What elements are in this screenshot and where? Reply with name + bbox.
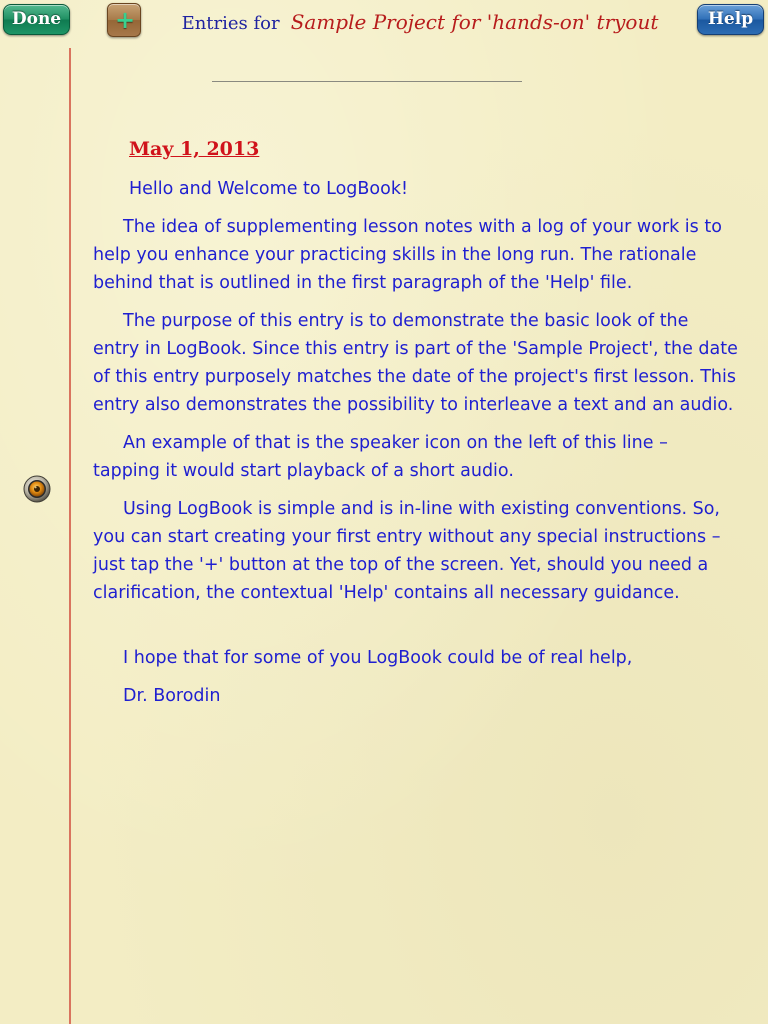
entry-body[interactable]: [93, 175, 738, 720]
header-divider: [212, 81, 522, 82]
plus-icon: +: [115, 6, 136, 34]
page-title: [150, 10, 690, 34]
add-entry-button[interactable]: [107, 3, 141, 37]
entry-date: May 1, 2013: [129, 138, 260, 160]
entry-paragraph: The purpose of this entry is to demonstrate the basic look of the entry in LogBook. Since this entry is part of the 'Sample Project', the date of this entry purposely matches the date of the project's first lesson. This entry also demonstrates the possibility to interleave a text and an audio.: [93, 311, 738, 415]
entry-signature: Dr. Borodin: [123, 686, 221, 706]
entry-paragraph: Hello and Welcome to LogBook!: [129, 179, 408, 199]
speaker-icon[interactable]: [23, 475, 51, 503]
entry-paragraph: I hope that for some of you LogBook could be of real help,: [123, 648, 633, 668]
entry-paragraph: Using LogBook is simple and is in-line with existing conventions. So, you can start creating your first entry without any special instructions – just tap the '+' button at the top of the screen. Yet, should you need a clarification, the contextual 'Help' contains all necessary guidance.: [93, 499, 721, 603]
project-name: Sample Project for 'hands-on' tryout: [290, 10, 659, 34]
page-margin-line: [69, 48, 71, 1024]
done-button[interactable]: Done: [3, 4, 70, 35]
help-button[interactable]: Help: [697, 4, 764, 35]
title-prefix: Entries for: [181, 13, 280, 34]
entry-paragraph: An example of that is the speaker icon on the left of this line – tapping it would start playback of a short audio.: [93, 433, 668, 481]
top-bar: [0, 0, 768, 48]
entry-paragraph: The idea of supplementing lesson notes with a log of your work is to help you enhance your practicing skills in the long run. The rationale behind that is outlined in the first paragraph of the 'Help' file.: [93, 217, 722, 293]
